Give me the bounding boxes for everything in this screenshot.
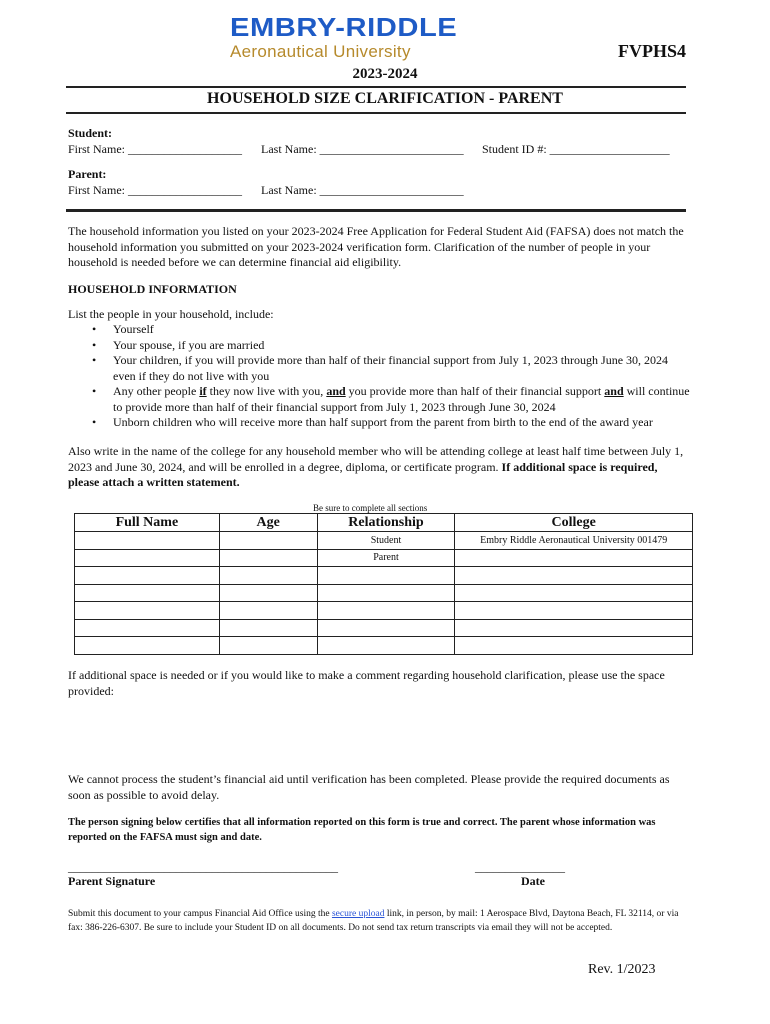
relationship-cell[interactable] (317, 602, 455, 620)
list-item (92, 322, 692, 338)
relationship-cell[interactable] (317, 619, 455, 637)
college-note-text: Also write in the name of the college for any household member who will be attending college at least half time between July 1, 2023 and June 30, 2024, and will be enrolled in a degree, diploma, or certificate program. (68, 444, 684, 474)
header-divider (66, 86, 686, 88)
table-note: Be sure to complete all sections (313, 503, 428, 513)
college-cell[interactable] (455, 584, 693, 602)
college-cell[interactable] (455, 637, 693, 655)
college-cell: Embry Riddle Aeronautical University 001479 (455, 532, 693, 550)
list-item-text: Unborn children who will receive more than half support from the parent from birth to the end of the award year (113, 415, 653, 429)
name-cell[interactable] (75, 584, 220, 602)
list-item-text: Your children, if you will provide more than half of their financial support from July 1, 2023 through June 30, 2024 even if they do not live with you (113, 353, 669, 383)
list-item (92, 384, 692, 415)
student-id-field[interactable]: Student ID #: ____________________ (482, 142, 670, 156)
household-list-intro: List the people in your household, include: (68, 307, 274, 321)
name-cell[interactable] (75, 637, 220, 655)
relationship-cell[interactable] (317, 567, 455, 585)
relationship-cell[interactable] (317, 637, 455, 655)
certification-statement: The person signing below certifies that all information reported on this form is true and correct. The parent whose information was reported on the FAFSA must sign and date. (68, 817, 656, 843)
college-cell[interactable] (455, 549, 693, 567)
name-cell[interactable] (75, 549, 220, 567)
table-row (75, 619, 693, 637)
emphasis-if: if (199, 384, 207, 398)
date-label: Date (521, 874, 545, 888)
submission-instructions (68, 907, 688, 935)
aid-year: 2023-2024 (352, 66, 418, 82)
age-cell[interactable] (219, 602, 317, 620)
table-header-row (75, 514, 693, 532)
emphasis-and: and (604, 384, 624, 398)
footer-text: link, in person, by mail: 1 Aerospace Blvd, Daytona Beach, FL 32114, or via fax: 386-226-6307. Be sure to include your Student ID on all documents. Do not send tax return transcripts via email they will not be accepted. (68, 909, 679, 933)
signature-label: Parent Signature (68, 874, 156, 888)
form-title: HOUSEHOLD SIZE CLARIFICATION - PARENT (207, 90, 563, 107)
college-note-bold: If additional space is required, please attach a written statement. (68, 459, 658, 489)
list-item-text: Yourself (113, 322, 154, 336)
list-item-text: Any other people (113, 384, 200, 398)
age-cell[interactable] (219, 637, 317, 655)
student-first-name-field[interactable]: First Name: ___________________ (68, 142, 242, 156)
list-item-text: will continue to provide more than half of their financial support from July 1, 2023 through June 30, 2024 (113, 384, 690, 414)
university-logo (230, 14, 470, 62)
name-cell[interactable] (75, 567, 220, 585)
household-member-list (92, 322, 692, 431)
college-cell[interactable] (455, 619, 693, 637)
age-cell[interactable] (219, 532, 317, 550)
age-cell[interactable] (219, 584, 317, 602)
table-row (75, 584, 693, 602)
signature-line[interactable]: _____________________________________________ (68, 860, 338, 874)
title-divider (66, 112, 686, 114)
age-cell[interactable] (219, 549, 317, 567)
list-item (92, 415, 692, 431)
student-last-name-field[interactable]: Last Name: ________________________ (261, 142, 464, 156)
verification-note: We cannot process the student’s financial aid until verification has been completed. Please provide the required documents as soon as possible to avoid delay. (68, 772, 670, 802)
age-cell[interactable] (219, 619, 317, 637)
parent-first-name-field[interactable]: First Name: ___________________ (68, 183, 242, 197)
parent-heading: Parent: (68, 167, 107, 181)
column-header-college: College (455, 514, 693, 532)
list-item-text: they now live with you, (206, 384, 327, 398)
column-header-age: Age (219, 514, 317, 532)
logo-subtitle: Aeronautical University (230, 42, 411, 61)
secure-upload-link[interactable]: secure upload (331, 909, 385, 919)
list-item-text: Your spouse, if you are married (113, 337, 265, 352)
list-item (92, 353, 692, 384)
college-cell[interactable] (455, 567, 693, 585)
column-header-relationship: Relationship (317, 514, 455, 532)
revision-date: Rev. 1/2023 (588, 962, 656, 977)
relationship-cell: Parent (317, 549, 455, 567)
table-row (75, 602, 693, 620)
student-heading: Student: (68, 126, 113, 140)
table-row (75, 549, 693, 567)
table-row (75, 637, 693, 655)
intro-paragraph: The household information you listed on your 2023-2024 Free Application for Federal Student Aid (FAFSA) does not match the household information you submitted on your 2023-2024 verification form. Clarification of the number of people in your household is needed before we can determine financial aid eligibility. (68, 224, 684, 269)
comment-prompt: If additional space is needed or if you would like to make a comment regarding household clarification, please use the space provided: (68, 668, 665, 698)
relationship-cell: Student (317, 532, 455, 550)
footer-text: Submit this document to your campus Financial Aid Office using the (68, 909, 332, 919)
form-id: FVPHS4 (618, 41, 687, 61)
parent-last-name-field[interactable]: Last Name: ________________________ (261, 183, 464, 197)
college-cell[interactable] (455, 602, 693, 620)
age-cell[interactable] (219, 567, 317, 585)
table-row (75, 532, 693, 550)
household-heading: HOUSEHOLD INFORMATION (68, 282, 237, 296)
list-item (92, 338, 692, 354)
relationship-cell[interactable] (317, 584, 455, 602)
comment-space[interactable] (68, 702, 688, 764)
list-item-text: you provide more than half of their financial support (345, 384, 605, 398)
column-header-full-name: Full Name (75, 514, 220, 532)
logo-wordmark: EMBRY-RIDDLE (230, 12, 458, 42)
household-table (74, 513, 693, 655)
section-divider (66, 209, 686, 212)
name-cell[interactable] (75, 619, 220, 637)
date-line[interactable]: _______________ (475, 860, 565, 874)
name-cell[interactable] (75, 602, 220, 620)
emphasis-and: and (326, 384, 346, 398)
table-row (75, 567, 693, 585)
college-note (68, 444, 688, 491)
name-cell[interactable] (75, 532, 220, 550)
